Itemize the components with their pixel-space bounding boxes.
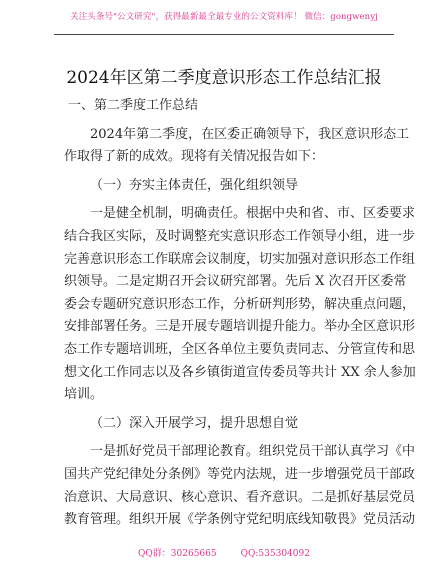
paragraph-line: 态工作专题培训班，全区各单位主要负责同志、分管宣传和思 <box>64 341 416 357</box>
paragraph-line: 培训。 <box>64 387 104 403</box>
paragraph-line: 织领导。二是定期召开会议研究部署。先后 X 次召开区委常 <box>64 274 407 290</box>
paragraph-line: 结合我区实际，及时调整充实意识形态工作领导小组，进一步 <box>64 228 416 244</box>
paragraph-line: 作取得了新的成效。现将有关情况报告如下： <box>64 149 325 165</box>
footer-contact <box>0 546 448 559</box>
paragraph-line: 安排部署任务。三是开展专题培训提升能力。举办全区意识形 <box>64 319 416 335</box>
paragraph-line: 国共产党纪律处分条例》等党内法规，进一步增强党员干部政 <box>64 466 416 482</box>
paragraph-line: 一是抓好党员干部理论教育。组织党员干部认真学习《中 <box>90 444 416 460</box>
paragraph-line: 教育管理。组织开展《学条例守党纪明底线知敬畏》党员活动 <box>64 512 416 528</box>
header-banner: 关注头条号"公文研究"，获得最新最全最专业的公文资料库！ 微信：gongwenyj <box>70 12 378 22</box>
paragraph-line: 完善意识形态工作联席会议制度，切实加强对意识形态工作组 <box>64 251 416 267</box>
header-divider <box>54 34 394 35</box>
footer-qq: QQ:535304092 <box>240 549 310 559</box>
paragraph-line: 想文化工作同志以及各乡镇街道宣传委员等共计 XX 余人参加 <box>64 364 416 380</box>
document-title: 2024年区第二季度意识形态工作总结汇报 <box>66 68 382 88</box>
paragraph-line: 一是健全机制，明确责任。根据中央和省、市、区委要求 <box>90 206 416 222</box>
paragraph-line: 委会专题研究意识形态工作，分析研判形势，解决重点问题， <box>64 296 416 312</box>
subsection-heading: （二）深入开展学习，提升思想自觉 <box>90 415 299 431</box>
footer-qq-group: QQ群：30265665 <box>138 549 217 559</box>
section-heading: 一、第二季度工作总结 <box>68 98 199 113</box>
document-body <box>64 95 416 532</box>
paragraph-line: 2024年第二季度，在区委正确领导下，我区意识形态工 <box>90 126 410 142</box>
subsection-heading: （一）夯实主体责任，强化组织领导 <box>90 177 299 193</box>
paragraph-line: 治意识、大局意识、核心意识、看齐意识。二是抓好基层党员 <box>64 489 416 505</box>
